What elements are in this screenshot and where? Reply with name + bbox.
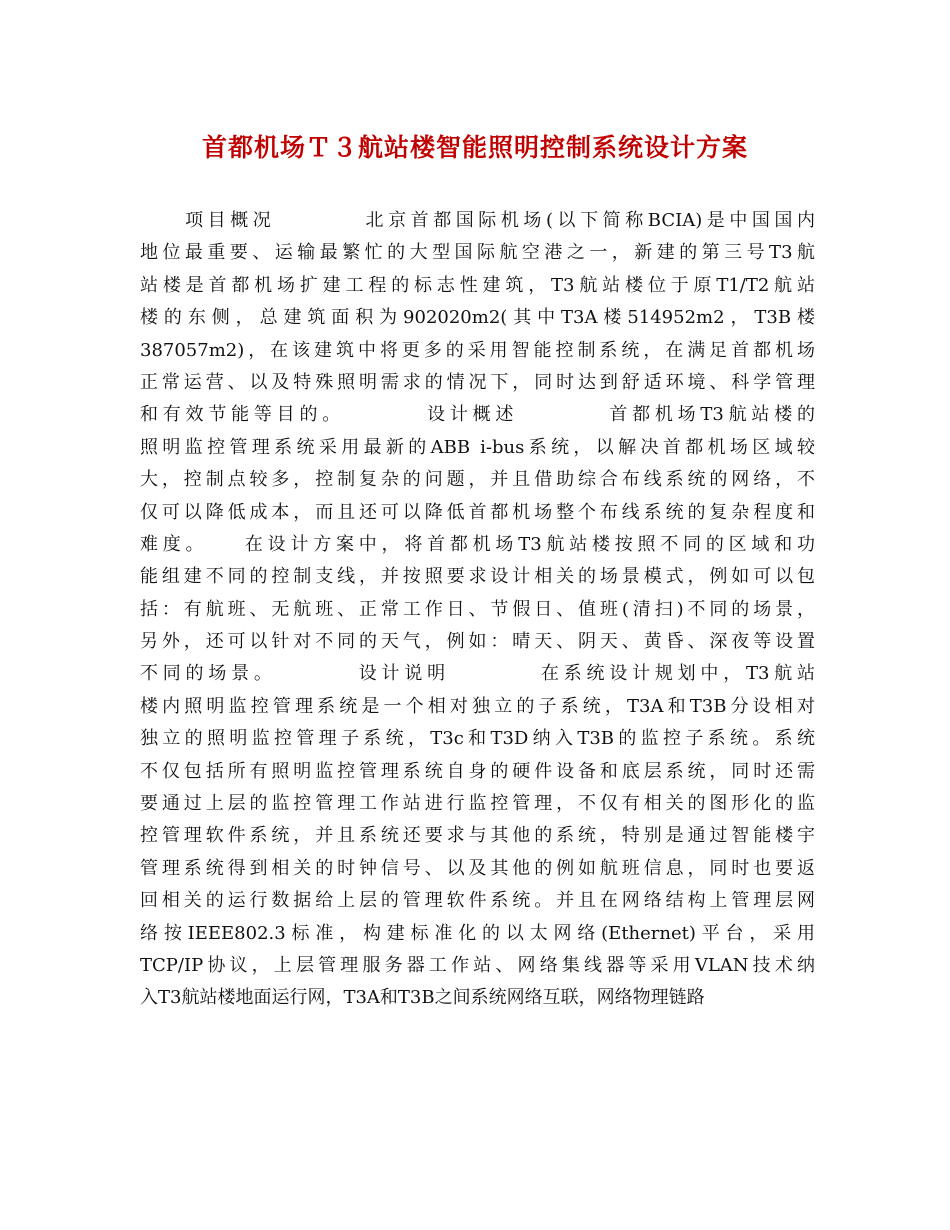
body-line: 不仅包括所有照明监控管理系统自身的硬件设备和底层系统，同时还需 — [140, 760, 815, 782]
body-line: 仅可以降低成本，而且还可以降低首都机场整个布线系统的复杂程度和 — [140, 501, 815, 523]
body-line: 括：有航班、无航班、正常工作日、节假日、值班(清扫)不同的场景， — [140, 598, 815, 620]
body-line: 要通过上层的监控管理工作站进行监控管理，不仅有相关的图形化的监 — [140, 793, 815, 815]
body-line: 地位最重要、运输最繁忙的大型国际航空港之一，新建的第三号T3航 — [140, 242, 815, 264]
body-line: 络按IEEE802.3标准，构建标准化的以太网络(Ethernet)平台，采用 — [140, 922, 815, 944]
body-line: TCP/IP协议，上层管理服务器工作站、网络集线器等采用VLAN技术纳 — [140, 954, 815, 976]
document-title: 首都机场Ｔ３航站楼智能照明控制系统设计方案 — [201, 133, 748, 162]
body-line: 站楼是首都机场扩建工程的标志性建筑，T3航站楼位于原T1/T2航站 — [140, 274, 815, 296]
body-line: 独立的照明监控管理子系统，T3c和T3D纳入T3B的监控子系统。系统 — [140, 728, 815, 750]
body-line: 另外，还可以针对不同的天气，例如：晴天、阴天、黄昏、深夜等设置 — [140, 631, 815, 653]
body-line: 楼内照明监控管理系统是一个相对独立的子系统，T3A和T3B分设相对 — [140, 695, 815, 717]
body-line: 正常运营、以及特殊照明需求的情况下，同时达到舒适环境、科学管理 — [140, 371, 815, 393]
body-line: 难度。 在设计方案中，将首都机场T3航站楼按照不同的区域和功 — [140, 533, 815, 555]
body-line: 大，控制点较多，控制复杂的问题，并且借助综合布线系统的网络，不 — [140, 469, 815, 491]
body-line: 管理系统得到相关的时钟信号、以及其他的例如航班信息，同时也要返 — [140, 857, 815, 879]
body-line: 楼的东侧，总建筑面积为902020m2(其中T3A楼514952m2，T3B楼 — [140, 307, 815, 329]
body-line: 回相关的运行数据给上层的管理软件系统。并且在网络结构上管理层网 — [140, 890, 815, 912]
body-line: 入T3航站楼地面运行网，T3A和T3B之间系统网络互联，网络物理链路 — [140, 987, 705, 1009]
body-line: 照明监控管理系统采用最新的ABB i-bus系统，以解决首都机场区域较 — [140, 436, 815, 458]
body-line: 能组建不同的控制支线，并按照要求设计相关的场景模式，例如可以包 — [140, 566, 815, 588]
document-body — [140, 205, 815, 1015]
body-line: 387057m2)，在该建筑中将更多的采用智能控制系统，在满足首都机场 — [140, 339, 815, 361]
body-line: 项目概况 北京首都国际机场(以下简称BCIA)是中国国内 — [140, 210, 815, 231]
body-line: 和有效节能等目的。 设计概述 首都机场T3航站楼的 — [140, 404, 815, 426]
body-line: 不同的场景。 设计说明 在系统设计规划中，T3航站 — [140, 663, 815, 685]
body-line: 控管理软件系统，并且系统还要求与其他的系统，特别是通过智能楼宇 — [140, 825, 815, 847]
